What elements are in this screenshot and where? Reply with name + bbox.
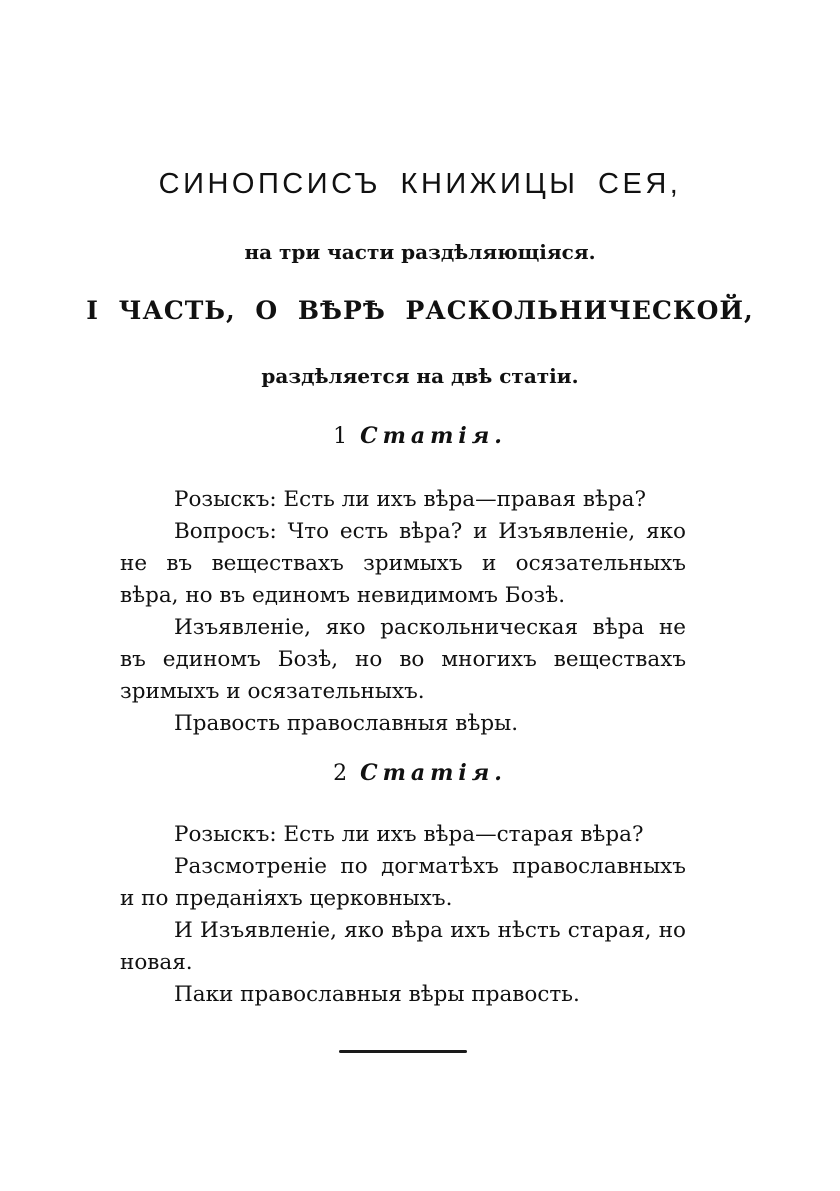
article-2-number: 2	[333, 761, 348, 786]
article-2-paragraph: И Изъявленіе, яко вѣра ихъ нѣсть старая, но новая.	[120, 918, 686, 975]
article-2-paragraph: Розыскъ: Есть ли ихъ вѣра—старая вѣра?	[174, 822, 644, 847]
part-divides-line: раздѣляется на двѣ статіи.	[261, 364, 579, 388]
article-2-paragraph: Разсмотреніе по догматѣхъ православныхъ и по преданіяхъ церковныхъ.	[120, 854, 686, 911]
article-1-paragraph: Розыскъ: Есть ли ихъ вѣра—правая вѣра?	[174, 487, 647, 512]
article-2-paragraph: Паки православныя вѣры правость.	[174, 982, 580, 1007]
article-1-paragraph: Вопросъ: Что есть вѣра? и Изъявленіе, яко не въ веществахъ зримыхъ и осязательныхъ вѣра, но въ единомъ невидимомъ Бозѣ.	[120, 519, 686, 608]
article-1-body	[120, 484, 686, 740]
article-2-heading	[0, 760, 840, 786]
article-2-body	[120, 819, 686, 1011]
article-1-number: 1	[333, 424, 348, 449]
part-heading: I ЧАСТЬ, О ВѢРѢ РАСКОЛЬНИЧЕСКОЙ,	[86, 296, 754, 325]
closing-rule	[339, 1050, 467, 1053]
article-1-paragraph: Изъявленіе, яко раскольническая вѣра не въ единомъ Бозѣ, но во многихъ веществахъ зримыхъ и осязательныхъ.	[120, 615, 686, 704]
article-1-paragraph: Правость православныя вѣры.	[174, 711, 519, 736]
article-1-word: Статія.	[360, 423, 507, 449]
synopsis-subtitle: на три части раздѣляющіяся.	[244, 240, 596, 264]
article-1-heading	[0, 423, 840, 449]
article-2-word: Статія.	[360, 760, 507, 786]
synopsis-title: СИНОПСИСЪ КНИЖИЦЫ СЕЯ,	[158, 168, 682, 200]
